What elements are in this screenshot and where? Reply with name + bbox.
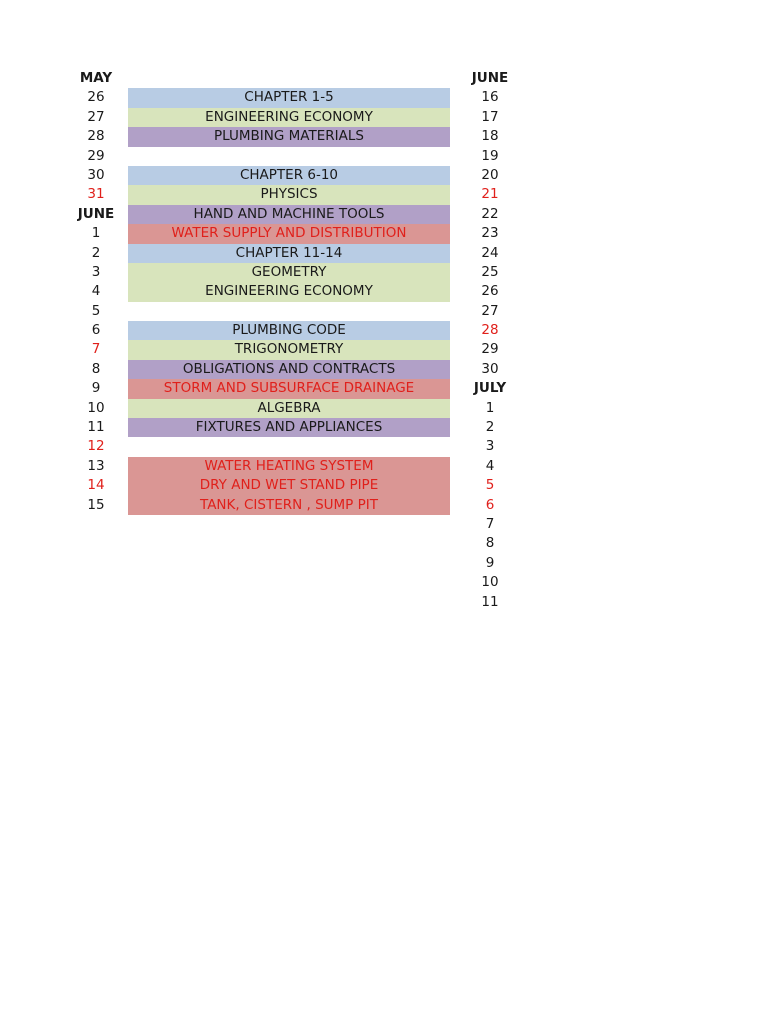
right-date-cell: 9 — [485, 554, 495, 571]
right-date-cell: 21 — [481, 186, 499, 203]
right-date-cell: 2 — [485, 419, 495, 436]
left-date-cell: 30 — [87, 166, 105, 183]
right-date-cell: 22 — [481, 205, 499, 222]
empty-subject-row — [128, 69, 450, 88]
right-date-cell: 25 — [481, 263, 499, 280]
subject-bar: WATER SUPPLY AND DISTRIBUTION — [128, 224, 450, 243]
subject-bar: ENGINEERING ECONOMY — [128, 108, 450, 127]
left-date-cell: 5 — [91, 302, 101, 319]
right-date-column — [466, 69, 514, 612]
subject-bar: FIXTURES AND APPLIANCES — [128, 418, 450, 437]
subject-bar: PHYSICS — [128, 185, 450, 204]
left-date-cell: 10 — [87, 399, 105, 416]
subject-bar: TRIGONOMETRY — [128, 340, 450, 359]
right-month-header: JUNE — [471, 70, 509, 86]
subject-bar: PLUMBING CODE — [128, 321, 450, 340]
left-date-cell: 12 — [87, 438, 105, 455]
right-date-cell: 24 — [481, 244, 499, 261]
empty-subject-row — [128, 437, 450, 456]
subject-bar: CHAPTER 11-14 — [128, 244, 450, 263]
right-date-cell: 29 — [481, 341, 499, 358]
left-date-cell: 4 — [91, 283, 101, 300]
right-date-cell: 26 — [481, 283, 499, 300]
left-date-cell: 31 — [87, 186, 105, 203]
subject-column — [128, 69, 450, 515]
right-date-cell: 4 — [485, 457, 495, 474]
left-date-cell: 14 — [87, 477, 105, 494]
left-date-cell: 13 — [87, 457, 105, 474]
subject-bar: WATER HEATING SYSTEM — [128, 457, 450, 476]
subject-bar: HAND AND MACHINE TOOLS — [128, 205, 450, 224]
left-date-cell: 6 — [91, 322, 101, 339]
left-date-cell: 28 — [87, 128, 105, 145]
left-date-column — [72, 69, 120, 515]
right-date-cell: 27 — [481, 302, 499, 319]
right-date-cell: 28 — [481, 322, 499, 339]
right-date-cell: 18 — [481, 128, 499, 145]
left-date-cell: 29 — [87, 147, 105, 164]
subject-bar: ALGEBRA — [128, 399, 450, 418]
right-date-cell: 23 — [481, 225, 499, 242]
right-date-cell: 16 — [481, 89, 499, 106]
left-date-cell: 15 — [87, 496, 105, 513]
left-month-header: JUNE — [77, 205, 115, 222]
left-date-cell: 9 — [91, 380, 101, 397]
subject-bar: STORM AND SUBSURFACE DRAINAGE — [128, 379, 450, 398]
left-month-header: MAY — [79, 70, 113, 86]
right-date-cell: 6 — [485, 496, 495, 513]
subject-bar: OBLIGATIONS AND CONTRACTS — [128, 360, 450, 379]
right-date-cell: 8 — [485, 535, 495, 552]
right-date-cell: 30 — [481, 360, 499, 377]
right-date-cell: 7 — [485, 515, 495, 532]
left-date-cell: 11 — [87, 419, 105, 436]
subject-bar: TANK, CISTERN , SUMP PIT — [128, 496, 450, 515]
right-date-cell: 10 — [481, 574, 499, 591]
right-date-cell: 11 — [481, 593, 499, 610]
left-date-cell: 27 — [87, 108, 105, 125]
right-date-cell: 20 — [481, 166, 499, 183]
left-date-cell: 26 — [87, 89, 105, 106]
subject-bar: CHAPTER 1-5 — [128, 88, 450, 107]
right-date-cell: 3 — [485, 438, 495, 455]
left-date-cell: 7 — [91, 341, 101, 358]
right-date-cell: 19 — [481, 147, 499, 164]
right-date-cell: 5 — [485, 477, 495, 494]
empty-subject-row — [128, 302, 450, 321]
subject-bar: PLUMBING MATERIALS — [128, 127, 450, 146]
left-date-cell: 3 — [91, 263, 101, 280]
right-month-header: JULY — [473, 380, 507, 397]
subject-bar: CHAPTER 6-10 — [128, 166, 450, 185]
subject-bar: ENGINEERING ECONOMY — [128, 282, 450, 301]
right-date-cell: 1 — [485, 399, 495, 416]
left-date-cell: 8 — [91, 360, 101, 377]
right-date-cell: 17 — [481, 108, 499, 125]
left-date-cell: 1 — [91, 225, 101, 242]
empty-subject-row — [128, 147, 450, 166]
subject-bar: DRY AND WET STAND PIPE — [128, 476, 450, 495]
left-date-cell: 2 — [91, 244, 101, 261]
subject-bar: GEOMETRY — [128, 263, 450, 282]
